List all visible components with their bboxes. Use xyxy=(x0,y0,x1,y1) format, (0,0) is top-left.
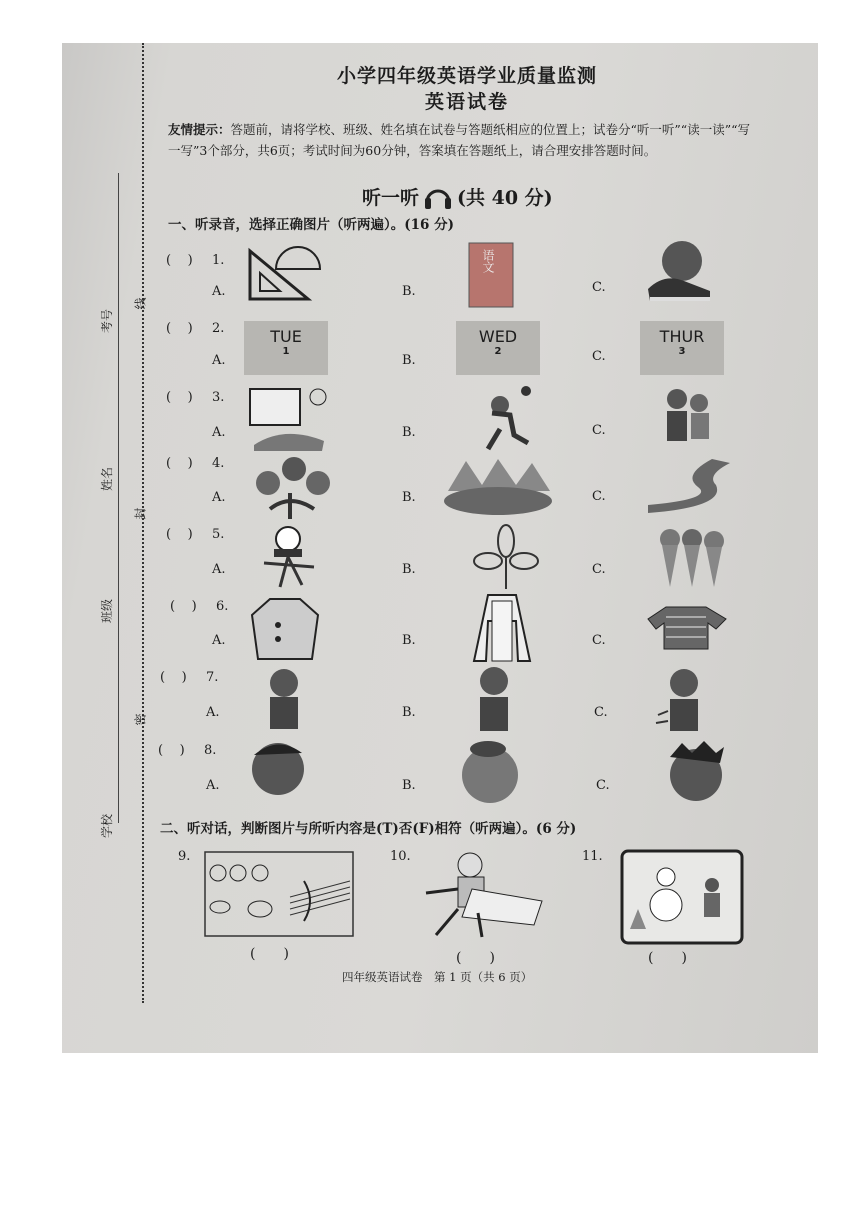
calendar-tue-num: 1 xyxy=(282,346,290,357)
q1-option-a: A. xyxy=(212,284,226,299)
q4-option-b: B. xyxy=(402,490,416,505)
section2-title: 二、听对话，判断图片与所听内容是(T)否(F)相符（听两遍）。(6 分) xyxy=(160,821,577,837)
calendar-thur xyxy=(640,321,724,375)
calendar-wed-day: WED xyxy=(478,327,518,346)
q6-number: 6. xyxy=(216,599,229,614)
q6-option-a: A. xyxy=(212,633,226,648)
q1-number: 1. xyxy=(212,253,225,268)
calendar-thur-num: 3 xyxy=(678,346,686,357)
q3-answer-blank[interactable]: ( ) xyxy=(166,390,193,405)
q2-option-a: A. xyxy=(212,353,226,368)
calendar-tue-day: TUE xyxy=(270,327,302,346)
q3-option-c: C. xyxy=(592,423,606,438)
q1-option-c: C. xyxy=(592,280,606,295)
q7-option-b: B. xyxy=(402,705,416,720)
calendar-wed xyxy=(456,321,540,375)
q10-answer-blank[interactable]: ( ) xyxy=(456,950,495,966)
boy-headache-picture xyxy=(452,737,528,809)
q8-number: 8. xyxy=(204,743,217,758)
exam-number-label: 考号 xyxy=(100,308,114,333)
q3-option-b: B. xyxy=(402,425,416,440)
calendar-tue xyxy=(244,321,328,375)
q8-option-a: A. xyxy=(206,778,220,793)
instructions-text: 答题前，请将学校、班级、姓名填在试卷与答题纸相应的位置上；试卷分“听一听”“读一读”“写一写”3个部分，共6页；考试时间为60分钟，答案填在答题纸上，请合理安排答题时间。 xyxy=(168,122,750,158)
boy-tired-picture xyxy=(468,665,522,735)
mountains-lake-picture xyxy=(442,455,554,517)
page-footer: 四年级英语试卷 第 1 页（共 6 页） xyxy=(342,970,533,984)
instructions xyxy=(168,119,752,161)
river-picture xyxy=(642,455,732,517)
q4-option-c: C. xyxy=(592,489,606,504)
section1-title: 一、听录音，选择正确图片（听两遍）。(16 分) xyxy=(168,217,455,233)
leaves-picture xyxy=(470,521,542,591)
q4-number: 4. xyxy=(212,456,225,471)
q2-option-b: B. xyxy=(402,353,416,368)
q1-option-b: B. xyxy=(402,284,416,299)
q6-option-b: B. xyxy=(402,633,416,648)
q9-number: 9. xyxy=(178,849,191,864)
coat-picture xyxy=(248,595,322,661)
q1-answer-blank[interactable]: ( ) xyxy=(166,253,193,268)
q11-answer-blank[interactable]: ( ) xyxy=(648,950,687,966)
flowers-picture xyxy=(250,453,334,521)
watching-tv-picture xyxy=(244,385,332,453)
two-children-picture xyxy=(657,385,717,455)
exam-subtitle: 英语试卷 xyxy=(424,91,509,113)
q10-number: 10. xyxy=(390,849,411,864)
listen-heading-left: 听一听 xyxy=(362,187,420,209)
q6-answer-blank[interactable]: ( ) xyxy=(170,599,197,614)
scanned-photo xyxy=(62,43,818,1053)
school-label: 学校 xyxy=(100,813,114,838)
boy-cold-picture xyxy=(258,667,312,733)
child-drawing-picture xyxy=(422,849,552,939)
seal-line-char: 线 xyxy=(133,297,148,310)
snowman-picture xyxy=(254,523,324,589)
q3-number: 3. xyxy=(212,390,225,405)
exam-page xyxy=(62,43,818,1053)
seal-secret-char: 密 xyxy=(133,713,148,726)
q8-option-b: B. xyxy=(402,778,416,793)
boy-face-picture xyxy=(662,737,728,807)
instructions-label: 友情提示： xyxy=(168,122,231,137)
q11-number: 11. xyxy=(582,849,603,864)
q7-number: 7. xyxy=(206,670,219,685)
calendar-thur-day: THUR xyxy=(659,327,705,346)
binding-solid-line xyxy=(118,173,119,823)
boy-hot-picture xyxy=(654,665,712,735)
sweater-picture xyxy=(646,603,728,653)
q8-answer-blank[interactable]: ( ) xyxy=(158,743,185,758)
q5-number: 5. xyxy=(212,527,225,542)
playing-football-picture xyxy=(470,385,540,455)
q7-answer-blank[interactable]: ( ) xyxy=(160,670,187,685)
fish-music-picture xyxy=(204,851,354,937)
q7-option-a: A. xyxy=(206,705,220,720)
q6-option-c: C. xyxy=(592,633,606,648)
q3-option-a: A. xyxy=(212,425,226,440)
headphones-icon xyxy=(423,184,453,210)
q5-option-c: C. xyxy=(592,562,606,577)
q9-answer-blank[interactable]: ( ) xyxy=(250,946,289,962)
binding-dotted-line xyxy=(142,43,144,1003)
seal-seal-char: 封 xyxy=(133,507,148,520)
q2-answer-blank[interactable]: ( ) xyxy=(166,321,193,336)
exam-title: 小学四年级英语学业质量监测 xyxy=(336,65,597,87)
boy-toothache-picture xyxy=(246,737,314,807)
q8-option-c: C. xyxy=(596,778,610,793)
calendar-wed-num: 2 xyxy=(494,346,502,357)
q2-option-c: C. xyxy=(592,349,606,364)
q2-number: 2. xyxy=(212,321,225,336)
snowman-scene-picture xyxy=(620,849,744,945)
q7-option-c: C. xyxy=(594,705,608,720)
name-label: 姓名 xyxy=(100,466,114,491)
ball-and-shoe-picture xyxy=(644,239,716,307)
q4-option-a: A. xyxy=(212,490,226,505)
ice-creams-picture xyxy=(654,529,734,591)
q5-option-a: A. xyxy=(212,562,226,577)
class-label: 班级 xyxy=(100,598,114,623)
listen-heading xyxy=(362,183,553,210)
q5-option-b: B. xyxy=(402,562,416,577)
q4-answer-blank[interactable]: ( ) xyxy=(166,456,193,471)
listen-heading-right: (共 40 分) xyxy=(457,187,553,209)
ruler-triangle-picture xyxy=(246,243,326,303)
book-title: 语文 xyxy=(481,249,495,273)
shirt-picture xyxy=(472,591,532,665)
q5-answer-blank[interactable]: ( ) xyxy=(166,527,193,542)
